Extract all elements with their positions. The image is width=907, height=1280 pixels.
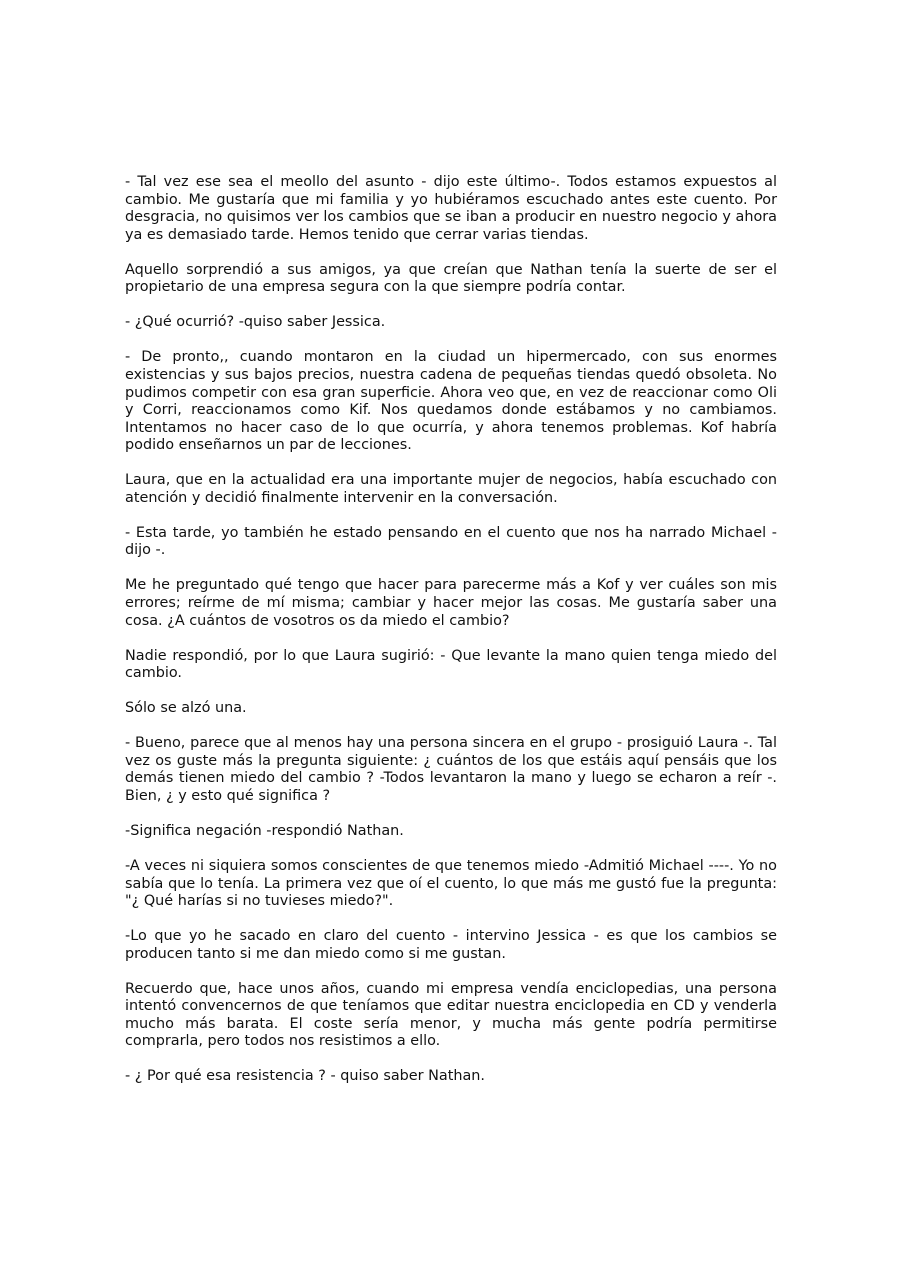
- paragraph-4: - De pronto,, cuando montaron en la ciudad un hipermercado, con sus enormes existencias y sus bajos precios, nuestra cadena de pequeñas tiendas quedó obsoleta. No pudimos competir con esa gran superficie. Ahora veo que, en vez de reaccionar como Oli y Corri, reaccionamos como Kif. Nos quedamos donde estábamos y no cambiamos. Intentamos no hacer caso de lo que ocurría, y ahora tenemos problemas. Kof habría podido enseñarnos un par de lecciones.: [125, 349, 777, 454]
- paragraph-6: - Esta tarde, yo también he estado pensando en el cuento que nos ha narrado Michael - dijo -.: [125, 524, 777, 559]
- paragraph-9: Sólo se alzó una.: [125, 700, 247, 717]
- paragraph-8: Nadie respondió, por lo que Laura sugirió: - Que levante la mano quien tenga miedo del cambio.: [125, 647, 777, 682]
- paragraph-2: Aquello sorprendió a sus amigos, ya que creían que Nathan tenía la suerte de ser el propietario de una empresa segura con la que siempre podría contar.: [125, 261, 777, 296]
- paragraph-12: -A veces ni siquiera somos conscientes de que tenemos miedo -Admitió Michael ----. Yo no sabía que lo tenía. La primera vez que oí el cuento, lo que más me gustó fue la pregunta: "¿ Qué harías si no tuvieses miedo?".: [125, 857, 777, 910]
- paragraph-11: -Significa negación -respondió Nathan.: [125, 822, 404, 839]
- document-body: [125, 174, 777, 1103]
- paragraph-14: Recuerdo que, hace unos años, cuando mi empresa vendía enciclopedias, una persona intentó convencernos de que teníamos que editar nuestra enciclopedia en CD y venderla mucho más barata. El coste sería menor, y mucha más gente podría permitirse comprarla, pero todos nos resistimos a ello.: [125, 980, 777, 1050]
- paragraph-3: - ¿Qué ocurrió? -quiso saber Jessica.: [125, 314, 386, 331]
- paragraph-10: - Bueno, parece que al menos hay una persona sincera en el grupo - prosiguió Laura -. Tal vez os guste más la pregunta siguiente: ¿ cuántos de los que estáis aquí pensáis que los demás tienen miedo del cambio ? -Todos levantaron la mano y luego se echaron a reír -. Bien, ¿ y esto qué significa ?: [125, 735, 777, 804]
- paragraph-7: Me he preguntado qué tengo que hacer para parecerme más a Kof y ver cuáles son mis errores; reírme de mí misma; cambiar y hacer mejor las cosas. Me gustaría saber una cosa. ¿A cuántos de vosotros os da miedo el cambio?: [125, 577, 777, 629]
- paragraph-5: Laura, que en la actualidad era una importante mujer de negocios, había escuchado con atención y decidió finalmente intervenir en la conversación.: [125, 472, 777, 506]
- paragraph-13: -Lo que yo he sacado en claro del cuento - intervino Jessica - es que los cambios se producen tanto si me dan miedo como si me gustan.: [125, 928, 777, 962]
- paragraph-15: - ¿ Por qué esa resistencia ? - quiso saber Nathan.: [125, 1068, 485, 1085]
- paragraph-1: - Tal vez ese sea el meollo del asunto - dijo este último-. Todos estamos expuestos al cambio. Me gustaría que mi familia y yo hubiéramos escuchado antes este cuento. Por desgracia, no quisimos ver los cambios que se iban a producir en nuestro negocio y ahora ya es demasiado tarde. Hemos tenido que cerrar varias tiendas.: [125, 174, 777, 243]
